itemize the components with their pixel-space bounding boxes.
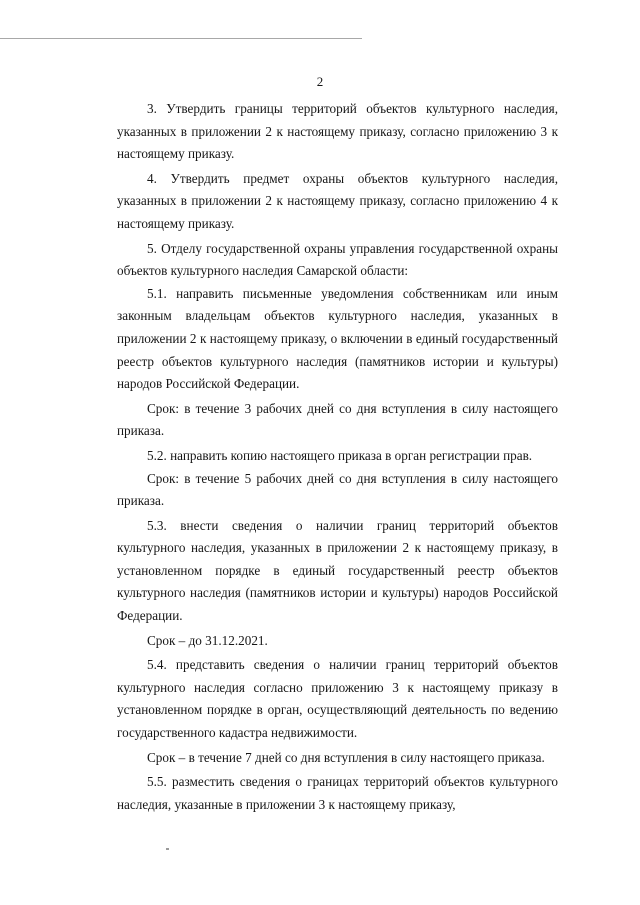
document-body	[117, 98, 558, 816]
paragraph-3-approve-boundaries: 3. Утвердить границы территорий объектов культурного наследия, указанных в приложении 2 к настоящему приказу, согласно приложению 3 к настоящему приказу.	[117, 101, 558, 162]
paragraph-5-1-send-notifications: 5.1. направить письменные уведомления собственникам или иным законным владельцам объектов культурного наследия, указанных в приложении 2 к настоящему приказу, о включении в единый государственный реестр объектов культурного наследия (памятников истории и культуры) народов Российской Федерации.	[117, 285, 558, 392]
paragraph-5-2-send-copy: 5.2. направить копию настоящего приказа в орган регистрации прав.	[147, 447, 533, 463]
paragraph-5-5-publish-information: 5.5. разместить сведения о границах территорий объектов культурного наследия, указанные в приложении 3 к настоящему приказу,	[117, 774, 558, 812]
scan-artifact-line	[0, 38, 362, 39]
scan-artifact-dot	[166, 848, 169, 850]
paragraph-4-approve-protection-subject: 4. Утвердить предмет охраны объектов культурного наследия, указанных в приложении 2 к настоящему приказу, согласно приложению 4 к настоящему приказу.	[117, 170, 558, 231]
page-number: 2	[316, 74, 324, 89]
paragraph-5-4-deadline: Срок – в течение 7 дней со дня вступления в силу настоящего приказа.	[147, 749, 545, 765]
paragraph-5-3-enter-information: 5.3. внести сведения о наличии границ территорий объектов культурного наследия, указанных в приложении 2 к настоящему приказу, в установленном порядке в единый государственный реестр объектов культурного наследия (памятников истории и культуры) народов Российской Федерации.	[117, 517, 558, 624]
paragraph-5-department-instructions: 5. Отделу государственной охраны управления государственной охраны объектов культурного наследия Самарской области:	[117, 240, 558, 279]
paragraph-5-3-deadline: Срок – до 31.12.2021.	[147, 632, 268, 648]
paragraph-5-4-submit-information: 5.4. представить сведения о наличии границ территорий объектов культурного наследия согласно приложению 3 к настоящему приказу в установленном порядке в орган, осуществляющий деятельность по ведению государственного кадастра недвижимости.	[117, 657, 558, 741]
paragraph-5-1-deadline: Срок: в течение 3 рабочих дней со дня вступления в силу настоящего приказа.	[117, 400, 558, 439]
paragraph-5-2-deadline: Срок: в течение 5 рабочих дней со дня вступления в силу настоящего приказа.	[117, 470, 558, 509]
